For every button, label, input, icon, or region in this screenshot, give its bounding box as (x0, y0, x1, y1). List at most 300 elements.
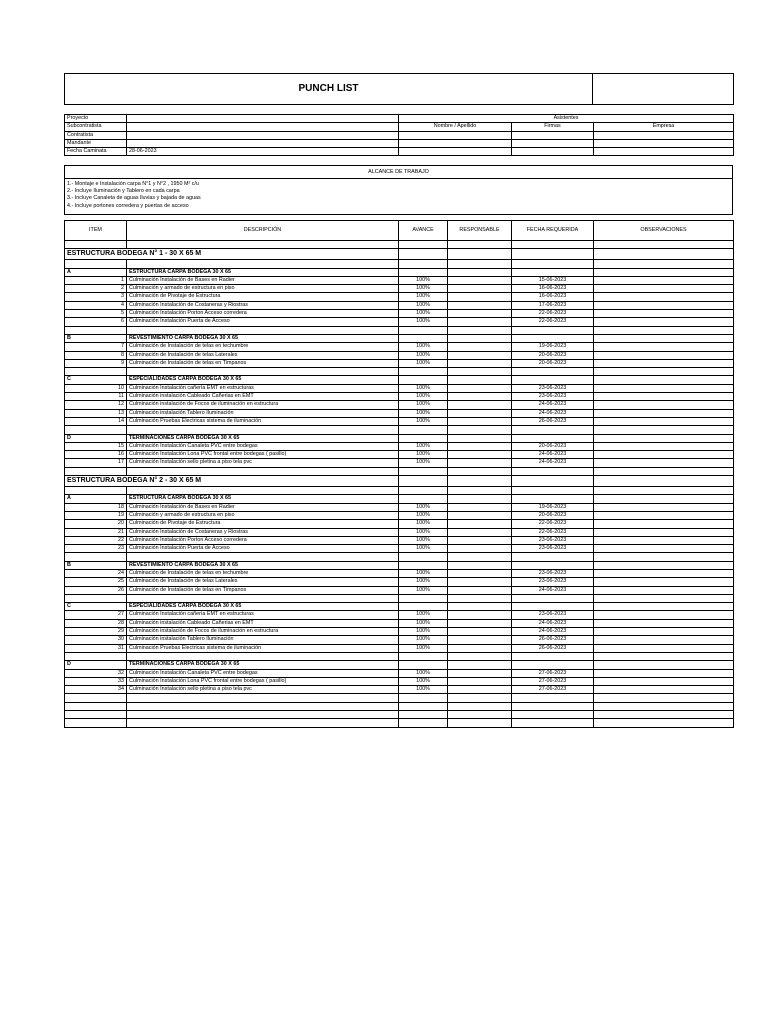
observaciones-cell[interactable] (594, 594, 734, 602)
item-observaciones[interactable] (594, 276, 734, 284)
responsable-cell[interactable] (448, 487, 512, 495)
item-fecha-requerida[interactable]: 24-06-2023 (512, 459, 594, 467)
item-cell[interactable] (65, 719, 127, 727)
responsable-cell[interactable] (448, 426, 512, 434)
asistente-firma-cell[interactable] (512, 148, 594, 156)
avance-cell[interactable] (399, 553, 448, 561)
observaciones-cell[interactable] (594, 702, 734, 710)
item-fecha-requerida[interactable]: 23-06-2023 (512, 536, 594, 544)
item-number: 19 (65, 511, 127, 519)
fecha-cell[interactable] (512, 694, 594, 702)
responsable-cell[interactable] (448, 694, 512, 702)
observaciones-cell[interactable] (594, 487, 734, 495)
proyecto-value[interactable] (127, 115, 399, 123)
fecha-cell[interactable] (512, 702, 594, 710)
item-responsable[interactable] (448, 442, 512, 450)
item-observaciones[interactable] (594, 578, 734, 586)
empty-row (65, 594, 734, 602)
item-cell[interactable] (65, 426, 127, 434)
header-descripcion: DESCRIPCIÓN (127, 221, 399, 241)
item-observaciones[interactable] (594, 310, 734, 318)
item-avance[interactable]: 100% (399, 636, 448, 644)
item-observaciones[interactable] (594, 401, 734, 409)
fecha-cell[interactable] (512, 368, 594, 376)
responsable-cell[interactable] (448, 434, 512, 442)
item-responsable[interactable] (448, 459, 512, 467)
item-avance[interactable]: 100% (399, 276, 448, 284)
table-row (65, 459, 734, 467)
descripcion-cell[interactable] (127, 702, 399, 710)
item-fecha-requerida[interactable]: 24-06-2023 (512, 401, 594, 409)
fecha-cell[interactable] (512, 241, 594, 249)
scope-line: 3.- Incluye Canaleta de aguas lluvias y bajada de aguas (67, 195, 201, 202)
observaciones-cell[interactable] (594, 326, 734, 334)
item-responsable[interactable] (448, 276, 512, 284)
item-avance[interactable]: 100% (399, 677, 448, 685)
avance-cell[interactable] (399, 702, 448, 710)
observaciones-cell[interactable] (594, 661, 734, 669)
item-observaciones[interactable] (594, 351, 734, 359)
item-fecha-requerida[interactable]: 20-06-2023 (512, 359, 594, 367)
item-number: 4 (65, 301, 127, 309)
observaciones-cell[interactable] (594, 260, 734, 268)
item-avance[interactable]: 100% (399, 351, 448, 359)
subcontratista-value[interactable] (127, 123, 399, 131)
descripcion-cell[interactable] (127, 241, 399, 249)
fecha-cell[interactable] (512, 661, 594, 669)
item-observaciones[interactable] (594, 301, 734, 309)
item-number: 18 (65, 503, 127, 511)
observaciones-cell[interactable] (594, 553, 734, 561)
item-responsable[interactable] (448, 343, 512, 351)
fecha-cell[interactable] (512, 476, 594, 487)
item-cell[interactable] (65, 241, 127, 249)
item-description: Culminación Instalación Lona PVC frontal entre bodegas ( pasillo) (127, 451, 399, 459)
item-avance[interactable]: 100% (399, 442, 448, 450)
item-avance[interactable]: 100% (399, 628, 448, 636)
avance-cell[interactable] (399, 603, 448, 611)
item-cell[interactable] (65, 553, 127, 561)
item-fecha-requerida[interactable]: 23-06-2023 (512, 569, 594, 577)
observaciones-cell[interactable] (594, 368, 734, 376)
avance-cell[interactable] (399, 334, 448, 342)
fecha-cell[interactable] (512, 487, 594, 495)
fecha-cell[interactable] (512, 495, 594, 503)
observaciones-cell[interactable] (594, 268, 734, 276)
group-letter: A (65, 495, 127, 503)
responsable-cell[interactable] (448, 702, 512, 710)
item-observaciones[interactable] (594, 318, 734, 326)
item-observaciones[interactable] (594, 442, 734, 450)
item-avance[interactable]: 100% (399, 511, 448, 519)
item-responsable[interactable] (448, 619, 512, 627)
observaciones-cell[interactable] (594, 561, 734, 569)
item-fecha-requerida[interactable]: 23-06-2023 (512, 578, 594, 586)
observaciones-cell[interactable] (594, 652, 734, 660)
item-cell[interactable] (65, 711, 127, 719)
responsable-cell[interactable] (448, 241, 512, 249)
item-cell[interactable] (65, 652, 127, 660)
item-fecha-requerida[interactable]: 26-06-2023 (512, 636, 594, 644)
descripcion-cell[interactable] (127, 694, 399, 702)
item-responsable[interactable] (448, 578, 512, 586)
header-responsable: RESPONSABLE (448, 221, 512, 241)
item-observaciones[interactable] (594, 536, 734, 544)
descripcion-cell[interactable] (127, 326, 399, 334)
asistente-nombre-cell[interactable] (399, 131, 512, 139)
item-cell[interactable] (65, 326, 127, 334)
avance-cell[interactable] (399, 476, 448, 487)
observaciones-cell[interactable] (594, 711, 734, 719)
item-avance[interactable]: 100% (399, 611, 448, 619)
fecha-cell[interactable] (512, 711, 594, 719)
avance-cell[interactable] (399, 652, 448, 660)
item-responsable[interactable] (448, 611, 512, 619)
observaciones-cell[interactable] (594, 603, 734, 611)
descripcion-cell[interactable] (127, 711, 399, 719)
proyecto-label: Proyecto (65, 115, 127, 123)
item-fecha-requerida[interactable]: 23-06-2023 (512, 384, 594, 392)
item-observaciones[interactable] (594, 644, 734, 652)
item-responsable[interactable] (448, 644, 512, 652)
item-avance[interactable]: 100% (399, 310, 448, 318)
table-row (65, 644, 734, 652)
item-fecha-requerida[interactable]: 24-06-2023 (512, 586, 594, 594)
responsable-cell[interactable] (448, 603, 512, 611)
table-row (65, 393, 734, 401)
avance-cell[interactable] (399, 326, 448, 334)
item-fecha-requerida[interactable]: 19-06-2023 (512, 343, 594, 351)
avance-cell[interactable] (399, 368, 448, 376)
fecha-cell[interactable] (512, 268, 594, 276)
observaciones-cell[interactable] (594, 334, 734, 342)
item-responsable[interactable] (448, 503, 512, 511)
item-avance[interactable]: 100% (399, 586, 448, 594)
fecha-cell[interactable] (512, 326, 594, 334)
avance-cell[interactable] (399, 487, 448, 495)
asistente-empresa-cell[interactable] (594, 131, 734, 139)
item-responsable[interactable] (448, 511, 512, 519)
item-fecha-requerida[interactable]: 22-06-2023 (512, 528, 594, 536)
item-avance[interactable]: 100% (399, 578, 448, 586)
item-avance[interactable]: 100% (399, 285, 448, 293)
avance-cell[interactable] (399, 467, 448, 475)
item-fecha-requerida[interactable]: 24-06-2023 (512, 619, 594, 627)
fecha-cell[interactable] (512, 603, 594, 611)
fecha-cell[interactable] (512, 334, 594, 342)
item-responsable[interactable] (448, 569, 512, 577)
item-avance[interactable]: 100% (399, 359, 448, 367)
item-observaciones[interactable] (594, 520, 734, 528)
responsable-cell[interactable] (448, 326, 512, 334)
asistente-empresa-cell[interactable] (594, 148, 734, 156)
responsable-cell[interactable] (448, 260, 512, 268)
item-responsable[interactable] (448, 384, 512, 392)
avance-cell[interactable] (399, 711, 448, 719)
item-cell[interactable] (65, 368, 127, 376)
item-observaciones[interactable] (594, 677, 734, 685)
item-responsable[interactable] (448, 636, 512, 644)
item-responsable[interactable] (448, 285, 512, 293)
descripcion-cell[interactable] (127, 426, 399, 434)
item-observaciones[interactable] (594, 511, 734, 519)
descripcion-cell[interactable] (127, 368, 399, 376)
responsable-cell[interactable] (448, 561, 512, 569)
item-observaciones[interactable] (594, 285, 734, 293)
item-responsable[interactable] (448, 393, 512, 401)
item-observaciones[interactable] (594, 393, 734, 401)
item-observaciones[interactable] (594, 409, 734, 417)
fecha-cell[interactable] (512, 594, 594, 602)
item-avance[interactable]: 100% (399, 409, 448, 417)
item-responsable[interactable] (448, 677, 512, 685)
asistente-nombre-cell[interactable] (399, 148, 512, 156)
item-avance[interactable]: 100% (399, 569, 448, 577)
item-cell[interactable] (65, 694, 127, 702)
item-avance[interactable]: 100% (399, 318, 448, 326)
item-avance[interactable]: 100% (399, 417, 448, 425)
item-observaciones[interactable] (594, 569, 734, 577)
item-avance[interactable]: 100% (399, 520, 448, 528)
item-fecha-requerida[interactable]: 16-06-2023 (512, 293, 594, 301)
avance-cell[interactable] (399, 268, 448, 276)
responsable-cell[interactable] (448, 476, 512, 487)
item-cell[interactable] (65, 487, 127, 495)
item-observaciones[interactable] (594, 384, 734, 392)
avance-cell[interactable] (399, 260, 448, 268)
item-number: 23 (65, 545, 127, 553)
item-fecha-requerida[interactable]: 23-06-2023 (512, 393, 594, 401)
item-responsable[interactable] (448, 351, 512, 359)
item-responsable[interactable] (448, 409, 512, 417)
scope-line: 1.- Montaje e Instalación carpa N°1 y N°2 , 1950 M² c/u (67, 181, 199, 187)
fecha-cell[interactable] (512, 376, 594, 384)
item-observaciones[interactable] (594, 459, 734, 467)
item-avance[interactable]: 100% (399, 459, 448, 467)
responsable-cell[interactable] (448, 268, 512, 276)
fecha-cell[interactable] (512, 426, 594, 434)
item-responsable[interactable] (448, 528, 512, 536)
item-avance[interactable]: 100% (399, 669, 448, 677)
responsable-cell[interactable] (448, 652, 512, 660)
observaciones-cell[interactable] (594, 495, 734, 503)
item-fecha-requerida[interactable]: 15-06-2023 (512, 276, 594, 284)
item-responsable[interactable] (448, 586, 512, 594)
item-avance[interactable]: 100% (399, 619, 448, 627)
item-avance[interactable]: 100% (399, 503, 448, 511)
fecha-cell[interactable] (512, 260, 594, 268)
item-observaciones[interactable] (594, 686, 734, 694)
observaciones-cell[interactable] (594, 426, 734, 434)
item-avance[interactable]: 100% (399, 301, 448, 309)
fecha-cell[interactable] (512, 553, 594, 561)
item-responsable[interactable] (448, 520, 512, 528)
item-observaciones[interactable] (594, 636, 734, 644)
responsable-cell[interactable] (448, 594, 512, 602)
item-observaciones[interactable] (594, 586, 734, 594)
avance-cell[interactable] (399, 661, 448, 669)
item-observaciones[interactable] (594, 293, 734, 301)
item-fecha-requerida[interactable]: 26-06-2023 (512, 417, 594, 425)
item-responsable[interactable] (448, 417, 512, 425)
avance-cell[interactable] (399, 561, 448, 569)
asistente-firma-cell[interactable] (512, 139, 594, 147)
item-fecha-requerida[interactable]: 24-06-2023 (512, 409, 594, 417)
observaciones-cell[interactable] (594, 376, 734, 384)
item-fecha-requerida[interactable]: 22-06-2023 (512, 310, 594, 318)
item-fecha-requerida[interactable]: 27-06-2023 (512, 669, 594, 677)
responsable-cell[interactable] (448, 719, 512, 727)
item-responsable[interactable] (448, 536, 512, 544)
descripcion-cell[interactable] (127, 652, 399, 660)
avance-cell[interactable] (399, 426, 448, 434)
table-row (65, 578, 734, 586)
item-observaciones[interactable] (594, 343, 734, 351)
item-number: 34 (65, 686, 127, 694)
item-observaciones[interactable] (594, 619, 734, 627)
item-responsable[interactable] (448, 545, 512, 553)
avance-cell[interactable] (399, 719, 448, 727)
responsable-cell[interactable] (448, 553, 512, 561)
item-observaciones[interactable] (594, 528, 734, 536)
item-avance[interactable]: 100% (399, 545, 448, 553)
item-fecha-requerida[interactable]: 19-06-2023 (512, 503, 594, 511)
item-number: 10 (65, 384, 127, 392)
item-cell[interactable] (65, 702, 127, 710)
responsable-cell[interactable] (448, 711, 512, 719)
descripcion-cell[interactable] (127, 467, 399, 475)
observaciones-cell[interactable] (594, 719, 734, 727)
fecha-cell[interactable] (512, 249, 594, 260)
observaciones-cell[interactable] (594, 241, 734, 249)
item-avance[interactable]: 100% (399, 343, 448, 351)
item-avance[interactable]: 100% (399, 384, 448, 392)
descripcion-cell[interactable] (127, 260, 399, 268)
item-observaciones[interactable] (594, 503, 734, 511)
item-fecha-requerida[interactable]: 17-06-2023 (512, 301, 594, 309)
avance-cell[interactable] (399, 694, 448, 702)
item-fecha-requerida[interactable]: 27-06-2023 (512, 677, 594, 685)
avance-cell[interactable] (399, 594, 448, 602)
responsable-cell[interactable] (448, 495, 512, 503)
descripcion-cell[interactable] (127, 594, 399, 602)
responsable-cell[interactable] (448, 249, 512, 260)
item-fecha-requerida[interactable]: 27-06-2023 (512, 686, 594, 694)
item-number: 12 (65, 401, 127, 409)
item-fecha-requerida[interactable]: 23-06-2023 (512, 611, 594, 619)
responsable-cell[interactable] (448, 368, 512, 376)
header-observaciones: OBSERVACIONES (594, 221, 734, 241)
observaciones-cell[interactable] (594, 694, 734, 702)
item-cell[interactable] (65, 594, 127, 602)
observaciones-cell[interactable] (594, 476, 734, 487)
item-avance[interactable]: 100% (399, 293, 448, 301)
fecha-caminata-value[interactable]: 28-06-2023 (127, 148, 399, 156)
fecha-cell[interactable] (512, 719, 594, 727)
item-avance[interactable]: 100% (399, 528, 448, 536)
group-title: ESTRUCTURA CARPA BODEGA 30 X 65 (127, 495, 399, 503)
table-row (65, 318, 734, 326)
item-responsable[interactable] (448, 359, 512, 367)
item-observaciones[interactable] (594, 451, 734, 459)
responsable-cell[interactable] (448, 661, 512, 669)
table-body (65, 241, 734, 728)
item-fecha-requerida[interactable]: 23-06-2023 (512, 545, 594, 553)
item-fecha-requerida[interactable]: 20-06-2023 (512, 511, 594, 519)
item-fecha-requerida[interactable]: 24-06-2023 (512, 451, 594, 459)
avance-cell[interactable] (399, 249, 448, 260)
item-observaciones[interactable] (594, 611, 734, 619)
asistente-firma-cell[interactable] (512, 131, 594, 139)
item-fecha-requerida[interactable]: 20-06-2023 (512, 351, 594, 359)
item-description: Culminación Instalación Lona PVC frontal entre bodegas ( pasillo) (127, 677, 399, 685)
item-observaciones[interactable] (594, 359, 734, 367)
observaciones-cell[interactable] (594, 249, 734, 260)
avance-cell[interactable] (399, 434, 448, 442)
item-cell[interactable] (65, 260, 127, 268)
item-avance[interactable]: 100% (399, 644, 448, 652)
item-observaciones[interactable] (594, 669, 734, 677)
item-observaciones[interactable] (594, 628, 734, 636)
item-avance[interactable]: 100% (399, 393, 448, 401)
item-responsable[interactable] (448, 401, 512, 409)
responsable-cell[interactable] (448, 467, 512, 475)
item-number: 13 (65, 409, 127, 417)
asistente-nombre-cell[interactable] (399, 139, 512, 147)
item-fecha-requerida[interactable]: 16-06-2023 (512, 285, 594, 293)
responsable-cell[interactable] (448, 376, 512, 384)
item-fecha-requerida[interactable]: 22-06-2023 (512, 520, 594, 528)
responsable-cell[interactable] (448, 334, 512, 342)
item-responsable[interactable] (448, 293, 512, 301)
mandante-value[interactable] (127, 139, 399, 147)
item-avance[interactable]: 100% (399, 451, 448, 459)
item-fecha-requerida[interactable]: 26-06-2023 (512, 644, 594, 652)
descripcion-cell[interactable] (127, 719, 399, 727)
item-fecha-requerida[interactable]: 22-06-2023 (512, 318, 594, 326)
descripcion-cell[interactable] (127, 553, 399, 561)
asistente-empresa-cell[interactable] (594, 139, 734, 147)
avance-cell[interactable] (399, 241, 448, 249)
item-avance[interactable]: 100% (399, 401, 448, 409)
item-responsable[interactable] (448, 318, 512, 326)
avance-cell[interactable] (399, 495, 448, 503)
fecha-cell[interactable] (512, 652, 594, 660)
item-fecha-requerida[interactable]: 20-06-2023 (512, 442, 594, 450)
item-observaciones[interactable] (594, 417, 734, 425)
item-responsable[interactable] (448, 628, 512, 636)
item-observaciones[interactable] (594, 545, 734, 553)
item-fecha-requerida[interactable]: 24-06-2023 (512, 628, 594, 636)
fecha-cell[interactable] (512, 561, 594, 569)
empty-row (65, 711, 734, 719)
item-avance[interactable]: 100% (399, 536, 448, 544)
fecha-cell[interactable] (512, 467, 594, 475)
item-cell[interactable] (65, 467, 127, 475)
item-responsable[interactable] (448, 669, 512, 677)
avance-cell[interactable] (399, 376, 448, 384)
descripcion-cell[interactable] (127, 487, 399, 495)
item-responsable[interactable] (448, 301, 512, 309)
item-responsable[interactable] (448, 686, 512, 694)
item-avance[interactable]: 100% (399, 686, 448, 694)
observaciones-cell[interactable] (594, 467, 734, 475)
item-responsable[interactable] (448, 451, 512, 459)
item-responsable[interactable] (448, 310, 512, 318)
fecha-cell[interactable] (512, 434, 594, 442)
contratista-value[interactable] (127, 131, 399, 139)
observaciones-cell[interactable] (594, 434, 734, 442)
